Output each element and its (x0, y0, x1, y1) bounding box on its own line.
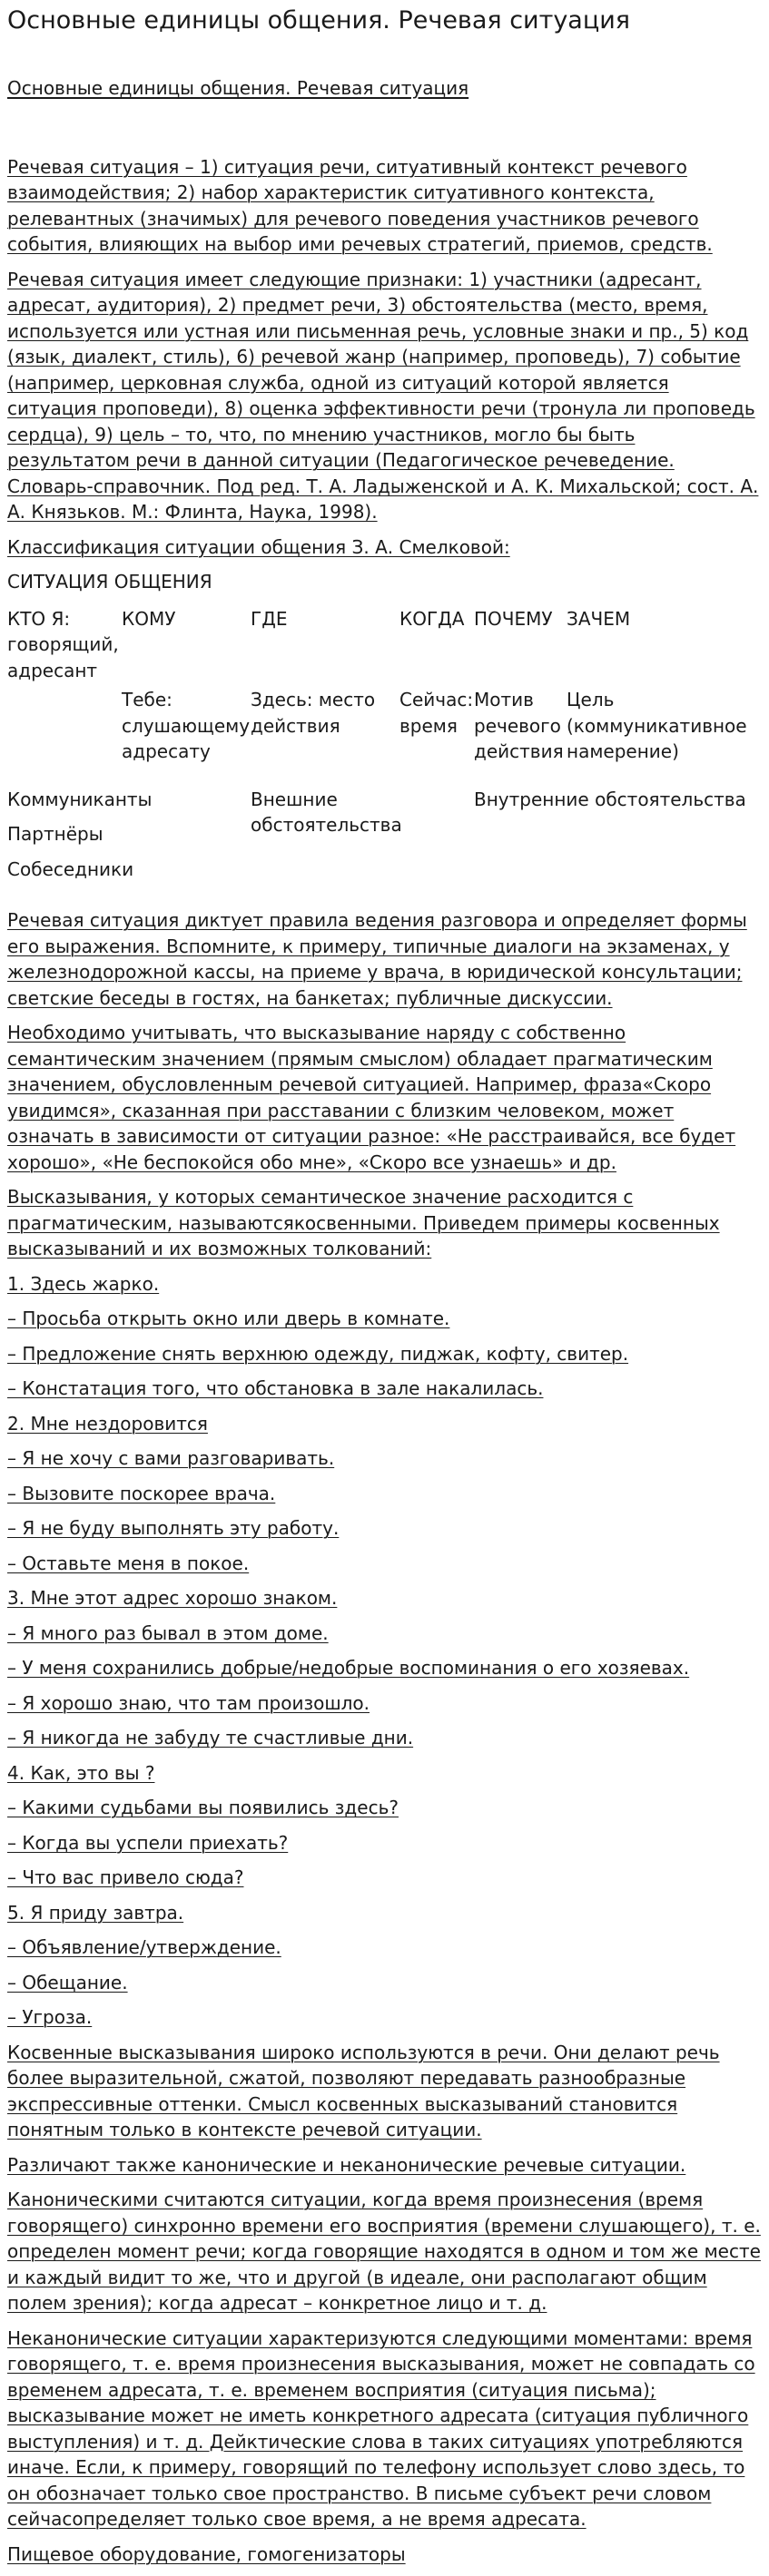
table-cell: КОГДА (399, 607, 465, 630)
table-cell (7, 687, 122, 769)
example-item: 3. Мне этот адрес хорошо знаком. (7, 1587, 338, 1609)
example-item: – Объявление/утверждение. (7, 1936, 281, 1958)
example-item: – Что вас привело сюда? (7, 1866, 244, 1888)
table-cell: Тебе: слушающему адресату (122, 689, 251, 762)
table-cell: Мотив речевого действия (474, 689, 564, 762)
table-row (7, 787, 752, 886)
example-item: – Обещание. (7, 1971, 128, 1993)
paragraph-distinguish: Различают также канонические и неканонические речевые ситуации. (7, 2153, 686, 2176)
example-item: 4. Как, это вы ? (7, 1761, 155, 1784)
example-item: 2. Мне нездоровится (7, 1412, 208, 1435)
document-page (0, 5, 769, 2567)
table-cell: ЗАЧЕМ (567, 607, 631, 630)
example-item: – Констатация того, что обстановка в зале накалилась. (7, 1377, 544, 1399)
table-row-spacer (7, 769, 752, 787)
table-cell-inner: Внутренние обстоятельства (474, 788, 746, 810)
table-cell: ПОЧЕМУ (474, 607, 553, 630)
example-item: – Я не хочу с вами разговаривать. (7, 1447, 335, 1469)
label-interlocutors: Собеседники (7, 857, 134, 880)
table-cell: ГДЕ (251, 607, 288, 630)
situation-title: СИТУАЦИЯ ОБЩЕНИЯ (7, 571, 212, 593)
related-link[interactable]: Пищевое оборудование, гомогенизаторы (7, 2542, 406, 2565)
table-cell: Здесь: место действия (251, 689, 376, 737)
paragraph-pragmatic: Необходимо учитывать, что высказывание наряду с собственно семантическим значением (прямым смыслом) обладает прагматическим значением, обусловленным речевой ситуацией. Например, фраза«Скоро увидимся», сказанная при расставании с близким человеком, может означать в зависимости от ситуации разное: «Не расстраивайся, все будет хорошо», «Не беспокойся обо мне», «Скоро все узнаешь» и др. (7, 1022, 736, 1173)
table-cell: КТО Я: говорящий, адресант (7, 607, 119, 681)
example-item: 5. Я приду завтра. (7, 1901, 184, 1924)
page-title: Основные единицы общения. Речевая ситуация (7, 6, 631, 34)
table-cell: Сейчас: время (399, 689, 474, 737)
spacer (7, 886, 762, 907)
paragraph-dictates: Речевая ситуация диктует правила ведения разговора и определяет формы его выражения. Вспомните, к примеру, типичные диалоги на экзаменах, у железнодорожной кассы, на приеме у врача, в юридической консультации; светские беседы в гостях, на банкетах; публичные дискуссии. (7, 909, 747, 1009)
example-item: – Я никогда не забуду те счастливые дни. (7, 1727, 414, 1748)
table-cell: КОМУ (122, 607, 176, 630)
paragraph-widely: Косвенные высказывания широко используются в речи. Они делают речь более выразительной, сжатой, позволяют передавать разнообразные экспрессивные оттенки. Смысл косвенных высказываний становится понятным только в контексте речевой ситуации. (7, 2041, 720, 2140)
table-row (7, 606, 752, 688)
table-cell: Цель (коммуникативное намерение) (567, 689, 747, 762)
example-item: – Я хорошо знаю, что там произошло. (7, 1691, 370, 1714)
example-item: – Оставьте меня в покое. (7, 1552, 250, 1574)
paragraph-canonical: Каноническими считаются ситуации, когда время произнесения (время говорящего) синхронно времени его восприятия (времени слушающего), т. е. определен момент речи; когда говорящие находятся в одном и том же месте и каждый видит то же, что и другой (в идеале, они располагают общим полем зрения); когда адресат – конкретное лицо и т. д. (7, 2189, 761, 2314)
label-communicants: Коммуниканты (7, 788, 153, 810)
example-item: – Вызовите поскорее врача. (7, 1482, 276, 1504)
example-item: – Какими судьбами вы появились здесь? (7, 1797, 399, 1818)
example-item: – Я не буду выполнять эту работу. (7, 1517, 340, 1539)
table-cell-left-labels (7, 787, 251, 886)
spacer (7, 102, 762, 154)
example-item: – Угроза. (7, 2006, 93, 2028)
paragraph-noncanonical: Неканонические ситуации характеризуются следующими моментами: время говорящего, т. е. время произнесения высказывания, может не совпадать со временем адресата, т. е. временем восприятия (ситуация письма); высказывание может не иметь конкретного адресата (ситуация публичного выступления) и т. д. Дейктические слова в таких ситуациях употребляются иначе. Если, к примеру, говорящий по телефону использует слово здесь, то он обозначает только свое пространство. В письме субъект речи словом сейчасопределяет только свое время, а не время адресата. (7, 2326, 755, 2530)
example-item: – Просьба открыть окно или дверь в комнате. (7, 1308, 450, 1329)
example-item: 1. Здесь жарко. (7, 1272, 160, 1295)
table-row (7, 687, 752, 769)
example-item: – Предложение снять верхнюю одежду, пиджак, кофту, свитер. (7, 1342, 629, 1365)
example-item: – Когда вы успели приехать? (7, 1831, 289, 1854)
paragraph-definition: Речевая ситуация – 1) ситуация речи, ситуативный контекст речевого взаимодействия; 2) набор характеристик ситуативного контекста, релевантных (значимых) для речевого поведения участников речевого события, влияющих на выбор ими речевых стратегий, приемов, средств. (7, 155, 713, 255)
label-partners: Партнёры (7, 823, 104, 845)
paragraph-features: Речевая ситуация имеет следующие признаки: 1) участники (адресант, адресат, аудитория), 2) предмет речи, 3) обстоятельства (место, время, используется или устная или письменная речь, условные знаки и пр., 5) код (язык, диалект, стиль), 6) речевой жанр (например, проповедь), 7) событие (например, церковная служба, одной из ситуаций которой является ситуация проповеди), 8) оценка эффективности речи (тронула ли проповедь сердца), 9) цель – то, что, по мнению участников, могло бы быть результатом речи в данной ситуации (Педагогическое речеведение. Словарь-справочник. Под ред. Т. А. Ладыженской и А. К. Михальской; сост. А. А. Князьков. М.: Флинта, Наука, 1998). (7, 268, 759, 523)
table-cell-outer: Внешние обстоятельства (251, 788, 402, 836)
subtitle-link[interactable]: Основные единицы общения. Речевая ситуация (7, 77, 469, 99)
situation-table (7, 606, 752, 886)
paragraph-classification: Классификация ситуации общения З. А. Смелковой: (7, 535, 510, 558)
example-item: – Я много раз бывал в этом доме. (7, 1621, 329, 1644)
paragraph-indirect: Высказывания, у которых семантическое значение расходится с прагматическим, называютсякосвенными. Приведем примеры косвенных высказываний и их возможных толкований: (7, 1186, 720, 1259)
example-item: – У меня сохранились добрые/недобрые воспоминания о его хозяевах. (7, 1657, 690, 1679)
